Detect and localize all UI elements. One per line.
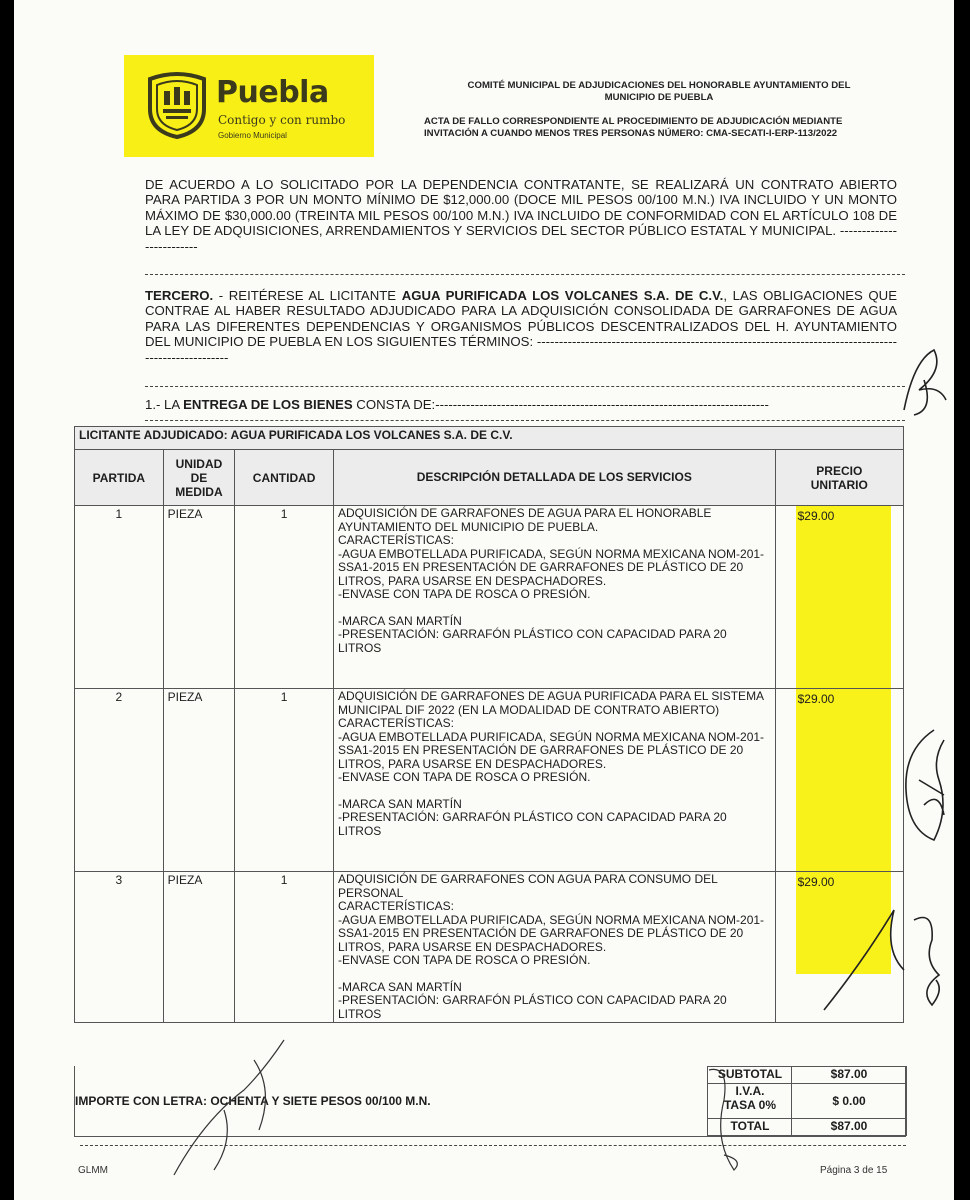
desc-presentacion: -PRESENTACIÓN: GARRAFÓN PLÁSTICO CON CAPACIDAD PARA 20 LITROS (337, 627, 727, 655)
page-number: Página 3 de 15 (820, 1165, 888, 1176)
committee-line-2: MUNICIPIO DE PUEBLA (604, 92, 714, 103)
items-table (74, 426, 904, 1023)
desc-agua: -AGUA EMBOTELLADA PURIFICADA, SEGÚN NORMA MEXICANA NOM-201-SSA1-2015 EN PRESENTACIÓN DE GARRAFONES DE PLÁSTICO DE 20 LITROS, PARA USARSE EN DESPACHADORES. (337, 912, 765, 954)
table-row (75, 689, 904, 872)
precio-highlight: $29.00 (796, 689, 891, 871)
total-value: $87.00 (791, 1118, 907, 1136)
iva-label-line-2: TASA 0% (723, 1098, 776, 1112)
desc-marca: -MARCA SAN MARTÍN (337, 796, 462, 811)
table-row (75, 872, 904, 1023)
signature-mark (894, 720, 954, 850)
desc-presentacion: -PRESENTACIÓN: GARRAFÓN PLÁSTICO CON CAPACIDAD PARA 20 LITROS (337, 810, 727, 838)
intro-paragraph: DE ACUERDO A LO SOLICITADO POR LA DEPENDENCIA CONTRATANTE, SE REALIZARÁ UN CONTRATO ABIERTO PARA PARTIDA 3 POR UN MONTO MÍNIMO DE $12,000.00 (DOCE MIL PESOS 00/100 M.N.) IVA INCLUIDO Y UN MONTO MÁXIMO DE $30,000.00 (TREINTA MIL PESOS 00/100 M.N.) IVA INCLUIDO DE CONFORMIDAD CON EL ARTÍCULO 108 DE LA LEY DE ADQUISICIONES, ARRENDAMIENTOS Y SERVICIOS DEL SECTOR PÚBLICO ESTATAL Y MUNICIPAL. ------------------------- (145, 177, 897, 254)
coat-of-arms-icon (146, 71, 208, 139)
table-row (75, 506, 904, 689)
cell-cantidad: 1 (235, 689, 334, 872)
brand-tagline: Contigo y con rumbo (218, 113, 346, 127)
divider (145, 420, 905, 421)
cell-partida: 3 (75, 872, 164, 1023)
cell-cantidad: 1 (235, 506, 334, 689)
licitante-cell: LICITANTE ADJUDICADO: AGUA PURIFICADA LOS VOLCANES S.A. DE C.V. (75, 427, 904, 450)
tercero-label: TERCERO. (145, 288, 214, 303)
section-bold: ENTREGA DE LOS BIENES (183, 397, 353, 412)
cell-unidad: PIEZA (163, 689, 235, 872)
desc-caracteristicas: CARACTERÍSTICAS: (337, 716, 454, 730)
signature-mark (894, 340, 954, 420)
cell-unidad: PIEZA (163, 872, 235, 1023)
brand-name: Puebla (216, 75, 329, 110)
desc-title: ADQUISICIÓN DE GARRAFONES CON AGUA PARA CONSUMO DEL PERSONAL (337, 872, 718, 900)
cell-descripcion (333, 872, 775, 1023)
cell-descripcion (333, 506, 775, 689)
acta-line-1: ACTA DE FALLO CORRESPONDIENTE AL PROCEDIMIENTO DE ADJUDICACIÓN MEDIANTE (424, 116, 843, 127)
divider (145, 274, 905, 275)
desc-agua: -AGUA EMBOTELLADA PURIFICADA, SEGÚN NORMA MEXICANA NOM-201-SSA1-2015 EN PRESENTACIÓN DE GARRAFONES DE PLÁSTICO DE 20 LITROS, PARA USARSE EN DESPACHADORES. (337, 546, 765, 588)
desc-agua: -AGUA EMBOTELLADA PURIFICADA, SEGÚN NORMA MEXICANA NOM-201-SSA1-2015 EN PRESENTACIÓN DE GARRAFONES DE PLÁSTICO DE 20 LITROS, PARA USARSE EN DESPACHADORES. (337, 729, 765, 771)
desc-envase: -ENVASE CON TAPA DE ROSCA O PRESIÓN. (337, 587, 591, 601)
acta-line-2: INVITACIÓN A CUANDO MENOS TRES PERSONAS NÚMERO: CMA-SECATI-I-ERP-113/2022 (424, 128, 838, 139)
signature-mark (164, 1030, 304, 1180)
subtotal-label: SUBTOTAL (707, 1066, 792, 1084)
cell-unidad: PIEZA (163, 506, 235, 689)
section-rest: CONSTA DE:---------------------------------------------------------------------------- (352, 397, 769, 412)
cell-cantidad: 1 (235, 872, 334, 1023)
licitante-row (75, 427, 904, 450)
cell-precio (775, 506, 903, 689)
desc-title: ADQUISICIÓN DE GARRAFONES DE AGUA PARA EL HONORABLE AYUNTAMIENTO DEL MUNICIPIO DE PUEBLA. (337, 506, 712, 534)
table-header-row (75, 450, 904, 506)
desc-marca: -MARCA SAN MARTÍN (337, 613, 462, 628)
divider (145, 386, 905, 387)
brand-subtitle: Gobierno Municipal (218, 131, 287, 140)
cell-partida: 2 (75, 689, 164, 872)
committee-line-1: COMITÉ MUNICIPAL DE ADJUDICACIONES DEL HONORABLE AYUNTAMIENTO DEL (467, 80, 851, 91)
header-partida: PARTIDA (75, 450, 164, 506)
importe-con-letra: IMPORTE CON LETRA: OCHENTA Y SIETE PESOS 00/100 M.N. (75, 1094, 431, 1108)
desc-title: ADQUISICIÓN DE GARRAFONES DE AGUA PURIFICADA PARA EL SISTEMA MUNICIPAL DIF 2022 (EN LA MODALIDAD DE CONTRATO ABIERTO) (337, 689, 764, 717)
company-name: AGUA PURIFICADA LOS VOLCANES S.A. DE C.V. (401, 288, 724, 303)
tercero-text-a: - REITÉRESE AL LICITANTE (213, 288, 402, 303)
desc-presentacion: -PRESENTACIÓN: GARRAFÓN PLÁSTICO CON CAPACIDAD PARA 20 LITROS (337, 993, 727, 1021)
tercero-text-b: , LAS OBLIGACIONES QUE CONTRAE AL HABER RESULTADO ADJUDICADO PARA LA ADQUISICIÓN CONSOLIDADA DE GARRAFONES DE AGUA PARA LAS DIFERENTES DEPENDENCIAS Y ORGANISMOS PÚBLICOS DESCENTRALIZADOS DEL H. AYUNTAMIENTO DEL MUNICIPIO DE PUEBLA EN LOS SIGUIENTES TÉRMINOS: ----------------------------------------------------------------------------------------------------- (145, 288, 897, 365)
precio-highlight: $29.00 (796, 506, 891, 688)
desc-caracteristicas: CARACTERÍSTICAS: (337, 533, 454, 547)
cell-precio (775, 689, 903, 872)
desc-caracteristicas: CARACTERÍSTICAS: (337, 899, 454, 913)
cell-partida: 1 (75, 506, 164, 689)
precio-highlight: $29.00 (796, 872, 891, 974)
section-1-heading (145, 397, 905, 412)
desc-envase: -ENVASE CON TAPA DE ROSCA O PRESIÓN. (337, 770, 591, 784)
cell-descripcion (333, 689, 775, 872)
header-descripcion: DESCRIPCIÓN DETALLADA DE LOS SERVICIOS (333, 450, 775, 506)
desc-marca: -MARCA SAN MARTÍN (337, 979, 462, 994)
subtotal-value: $87.00 (791, 1066, 907, 1084)
tercero-paragraph (145, 288, 897, 365)
iva-value: $ 0.00 (791, 1083, 907, 1119)
puebla-logo (124, 55, 374, 157)
desc-envase: -ENVASE CON TAPA DE ROSCA O PRESIÓN. (337, 953, 591, 967)
header-cantidad: CANTIDAD (235, 450, 334, 506)
acta-header (424, 116, 904, 140)
header-precio: PRECIO UNITARIO (775, 450, 903, 506)
signature-mark (814, 880, 954, 1020)
signature-mark (704, 1060, 754, 1180)
footer-initials: GLMM (78, 1165, 108, 1176)
committee-header (424, 80, 894, 104)
section-number: 1.- LA (145, 397, 184, 412)
total-label: TOTAL (707, 1118, 792, 1136)
header-unidad: UNIDAD DE MEDIDA (163, 450, 235, 506)
document-page (14, 0, 954, 1200)
iva-label-line-1: I.V.A. (735, 1084, 765, 1098)
